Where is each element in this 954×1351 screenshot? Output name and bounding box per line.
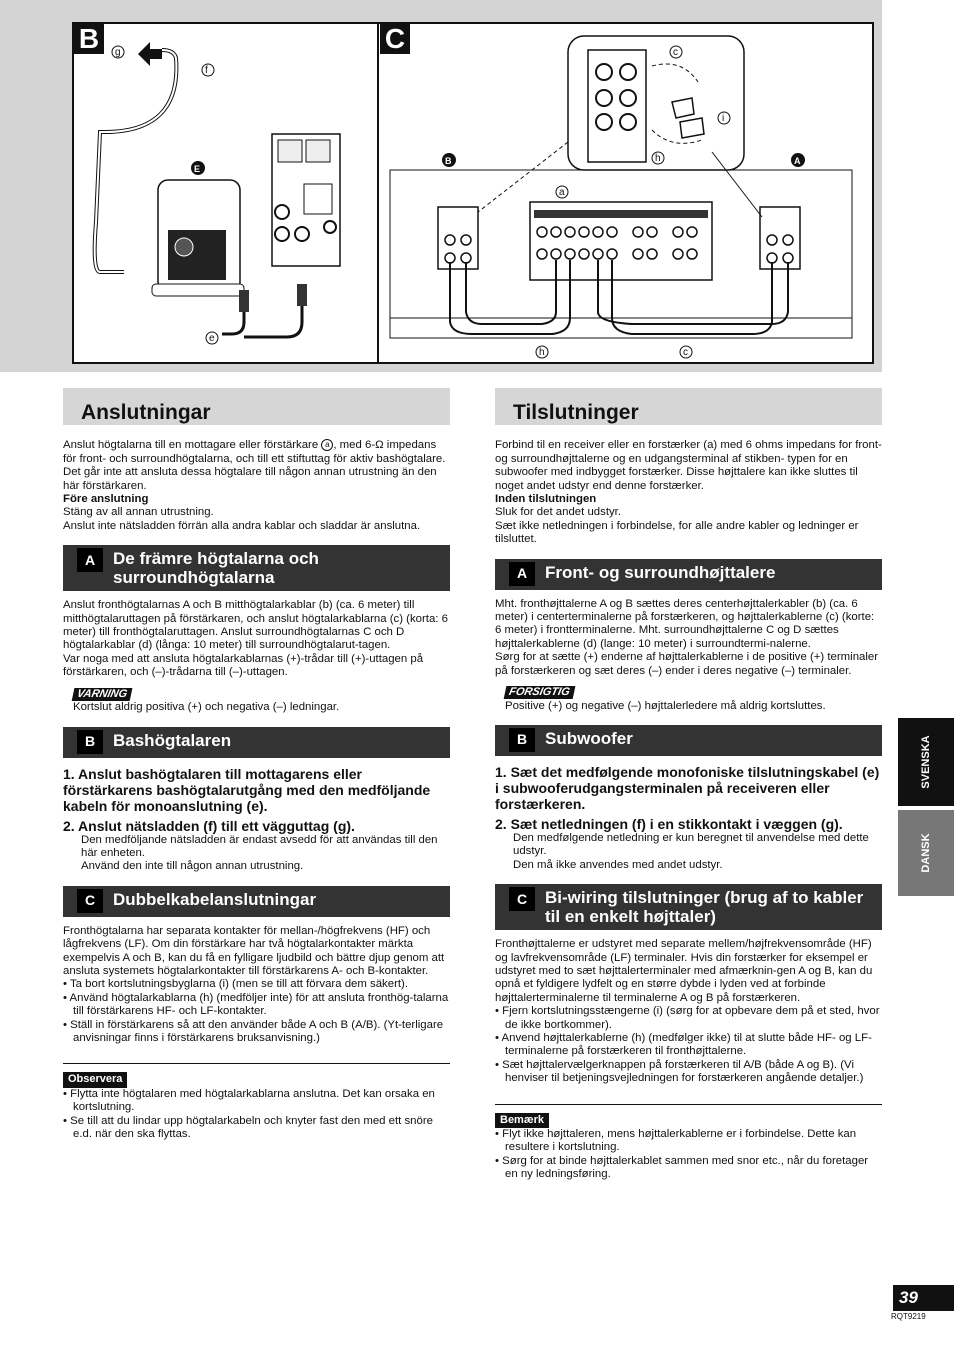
- callout-a: a: [559, 187, 565, 198]
- list-item: • Ställ in förstärkarens så att den använder både A och B (A/B). (Yt-terligare anvisningar finns i förstärkarens bruksanvisning.): [63, 1019, 450, 1046]
- callout-i: i: [722, 113, 725, 124]
- amplifier-back-illustration: [530, 202, 712, 280]
- speaker-terminal-left: [438, 207, 478, 269]
- list-item: • Sørg for at binde højttalerkablet sammen med snor etc., når du foretager en ny ledningsføring.: [495, 1155, 882, 1182]
- language-tab-svenska: SVENSKA: [898, 718, 954, 806]
- wall-outlet-arrow-icon: [138, 42, 162, 66]
- section-b-heading-danish: B Subwoofer: [495, 725, 882, 756]
- section-a-p2-danish: Sørg for at sætte (+) enderne af højttalerkablerne i de positive (+) terminaler på forstærkeren og sæt deres (–) ender i deres negative (–) terminaler.: [495, 651, 879, 677]
- list-item: • Se till att du lindar upp högtalarkabeln och knyter fast den med ett snöre e.d. när den ska flyttas.: [63, 1115, 450, 1142]
- page-title-danish: Tilslutninger: [495, 388, 882, 425]
- before-2-danish: Sæt ikke netledningen i forbindelse, for alle andre kabler og ledninger er tilsluttet.: [495, 519, 859, 546]
- section-b-step1-swedish: 1. Anslut bashögtalaren till mottagarens eller förstärkarens bashögtalarutgång med den medföljande kabeln för monoanslutning (e).: [63, 765, 431, 814]
- intro-swedish: Anslut högtalarna till en mottagare eller förstärkare a , med 6-Ω impedans för front- och surroundhögtalarna, och till ett stiftuttag för aktiv bashögtalare. Det går inte att ansluta dessa högtalare till någon annan utrustning än den här förstärkaren.: [63, 439, 446, 492]
- section-b-step2-swedish: 2. Anslut nätsladden (f) till ett vägguttag (g).: [63, 817, 355, 834]
- language-tab-dansk: DANSK: [898, 810, 954, 896]
- subwoofer-illustration: [152, 180, 244, 296]
- section-a-p1-danish: Mht. fronthøjttalerne A og B sættes deres centerhøjttalerkabler (b) (ca. 6 meter) i centerterminalerne på forstærkeren, og højttalerkablerne (c) (korte: 6 meter) i frontterminalerne. Mht. surroundhøjttalerne C og D sættes højttalerkablerne (d) (lange: 10 meter) i surroundtermi-nalerne.: [495, 597, 875, 650]
- swedish-column: [63, 388, 450, 1141]
- receiver-back-illustration: [272, 134, 340, 266]
- section-b-heading-swedish: B Bashögtalaren: [63, 727, 450, 758]
- warning-badge-swedish: VARNING: [72, 688, 133, 701]
- note-block-danish: [495, 1104, 882, 1182]
- section-b-note2-swedish: Använd den inte till någon annan utrustning.: [81, 860, 304, 873]
- list-item: • Flytta inte högtalaren med högtalarkablarna anslutna. Det kan orsaka en kortslutning.: [63, 1088, 450, 1115]
- callout-c-top: c: [673, 47, 678, 58]
- before-1-danish: Sluk for det andet udstyr.: [495, 506, 622, 519]
- note-badge-swedish: Observera: [63, 1072, 127, 1087]
- callout-speaker-e: E: [194, 164, 201, 174]
- callout-speaker-b: B: [445, 156, 452, 166]
- section-b-note1-danish: Den medfølgende netledning er kun beregnet til anvendelse med dette udstyr.: [513, 831, 869, 858]
- list-item: • Fjern kortslutningsstængerne (i) (sørg for at opbevare dem på et sted, hvor de ikke bortkommer).: [495, 1005, 882, 1032]
- callout-h-top: h: [655, 153, 661, 164]
- section-a-p1-swedish: Anslut fronthögtalarnas A och B mitthögtalarkablar (b) (ca. 6 meter) till mitthögtalaruttagen på förstärkaren, och anslut högtalarkablarna (c) (korta: 6 meter) till fronthögtalaruttagen. Anslut surroundhögtalarnas C och D högtalarkablar (d) (långa: 10 meter) till surroundhögtalarut-tagen.: [63, 599, 448, 652]
- section-c-p1-danish: Fronthøjttalerne er udstyret med separate mellem/højfrekvensområde (HF) og lavfrekvensområde (LF) terminaler. Hvis din forstærker for eksempel er udstyret med to sæt højttalerterminaler med afmærknin-gen A og B, kan du opnå et fyldigere lydfelt og en større dybde i lyden ved at forbinde højttalerterminalerne til terminalerne A og B på forstærkeren.: [495, 938, 873, 1004]
- warning-text-swedish: Kortslut aldrig positiva (+) och negativa (–) ledningar.: [73, 701, 340, 714]
- section-c-heading-danish: C Bi-wiring tilslutninger (brug af to kabler til en enkelt højttaler): [495, 884, 882, 930]
- list-item: • Flyt ikke højttaleren, mens højttalerkablerne er i forbindelse. Dette kan resultere i kortslutning.: [495, 1128, 882, 1155]
- note-badge-danish: Bemærk: [495, 1113, 549, 1128]
- connection-diagram: [72, 22, 874, 364]
- section-c-list-swedish: [63, 978, 450, 1045]
- callout-g: g: [115, 47, 121, 58]
- warning-badge-danish: FORSIGTIG: [504, 686, 575, 699]
- callout-c-bottom: c: [683, 347, 688, 358]
- note-block-swedish: [63, 1063, 450, 1141]
- danish-column: [495, 388, 882, 1182]
- speaker-terminal-right: [760, 207, 800, 269]
- terminal-zoom-inset: [568, 36, 744, 170]
- page-number: 39: [893, 1285, 954, 1311]
- callout-e: e: [209, 333, 215, 344]
- section-a-heading-danish: A Front- og surroundhøjttalere: [495, 559, 882, 590]
- list-item: • Ta bort kortslutningsbyglarna (i) (men se till att förvara dem säkert).: [63, 978, 450, 991]
- callout-h-bottom: h: [539, 347, 545, 358]
- list-item: • Anvend højttalerkablerne (h) (medfølger ikke) til at slutte både HF- og LF-terminalerne på forstærkeren til fronthøjttalerne.: [495, 1032, 882, 1059]
- section-a-p2-swedish: Var noga med att ansluta högtalarkablarnas (+)-trådar till (+)-uttagen på förstärkaren, och (–)-trådarna till (–)-uttagen.: [63, 652, 424, 679]
- list-item: • Sæt højttalervælgerknappen på forstærkeren til A/B (både A og B). (Vi henviser til betjeningsvejledningen for forstærkeren angående detaljer.): [495, 1059, 882, 1086]
- section-c-heading-swedish: C Dubbelkabelanslutningar: [63, 886, 450, 917]
- section-c-list-danish: [495, 1005, 882, 1085]
- section-b-note2-danish: Den må ikke anvendes med andet udstyr.: [513, 858, 723, 871]
- callout-speaker-a: A: [794, 156, 801, 166]
- before-label-swedish: Före anslutning: [63, 493, 149, 506]
- list-item: • Använd högtalarkablarna (h) (medföljer inte) för att ansluta fronthög-talarna till förstärkarens HF- och LF-kontakter.: [63, 992, 450, 1019]
- before-2-swedish: Anslut inte nätsladden förrän alla andra kablar och sladdar är anslutna.: [63, 519, 421, 532]
- section-c-p1-swedish: Fronthögtalarna har separata kontakter för mellan-/högfrekvens (HF) och lågfrekvens (LF). Om din förstärkare har två högtalarkontakter märkta exempelvis A och B, kan du få en fylligare ljudbild och bättre djup genom att ansluta systemets högtalarkontakter till förstärkarens A- och B-kontakter.: [63, 924, 445, 977]
- before-1-swedish: Stäng av all annan utrustning.: [63, 506, 214, 519]
- before-label-danish: Inden tilslutningen: [495, 493, 597, 506]
- section-a-heading-swedish: A De främre högtalarna och surroundhögtalarna: [63, 545, 450, 591]
- section-b-step2-danish: 2. Sæt netledningen (f) i en stikkontakt i væggen (g).: [495, 815, 843, 832]
- section-b-step1-danish: 1. Sæt det medfølgende monofoniske tilslutningskabel (e) i subwooferudgangsterminalen på receiveren eller forstærkeren.: [495, 763, 880, 812]
- panel-b-letter: B: [74, 24, 104, 54]
- intro-danish: Forbind til en receiver eller en forstærker (a) med 6 ohms impedans for front- og surroundhøjttalerne og en udgangsterminal af stikben- typen for en subwoofer med indbygget forstærker. Disse højttalere kan ikke sluttes til noget andet udstyr end denne forstærker.: [495, 439, 882, 492]
- section-b-note1-swedish: Den medföljande nätsladden är endast avsedd för att användas till den här enheten.: [81, 833, 438, 859]
- document-code: RQT9219: [891, 1312, 926, 1321]
- panel-c-letter: C: [380, 24, 410, 54]
- callout-f: f: [205, 65, 208, 76]
- page-title-swedish: Anslutningar: [63, 388, 450, 425]
- warning-text-danish: Positive (+) og negative (–) højttalerledere må aldrig kortsluttes.: [505, 699, 826, 712]
- callout-a-inline-icon: a: [321, 439, 333, 451]
